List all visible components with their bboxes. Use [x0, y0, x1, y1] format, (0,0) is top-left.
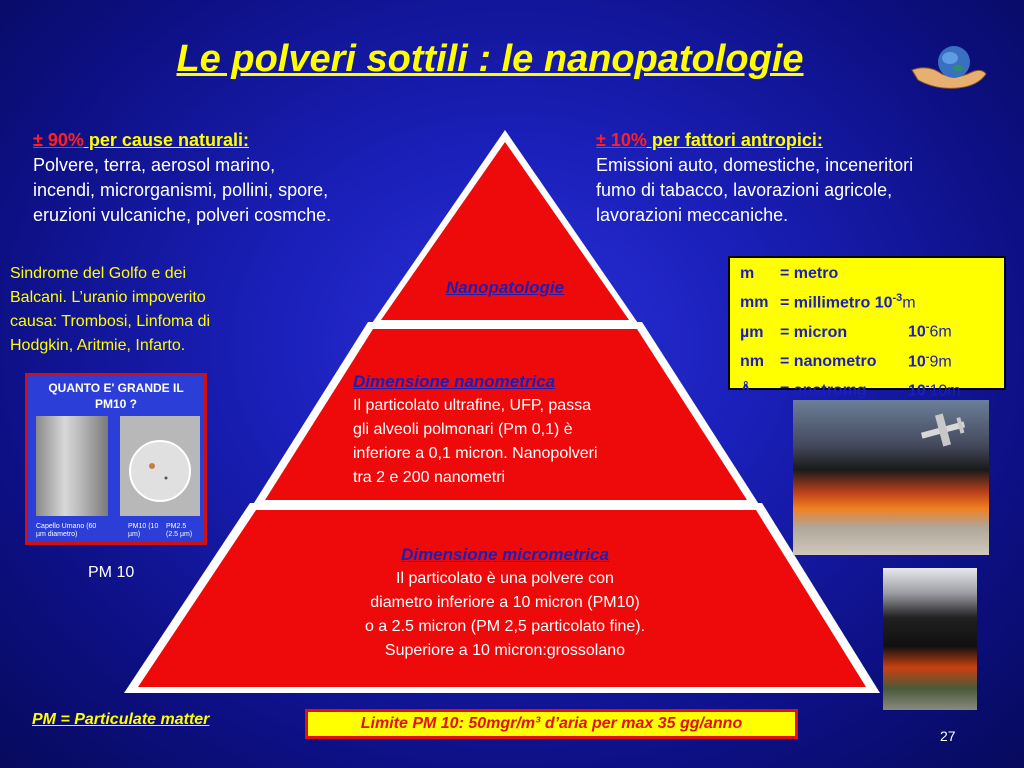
legend-row — [740, 345, 994, 374]
anthropic-line: lavorazioni meccaniche. — [596, 205, 789, 225]
pyramid-top-text — [400, 276, 610, 301]
anthropic-percentage: ± 10% — [596, 130, 647, 150]
micrometric-line: Il particolato è una polvere con — [396, 570, 614, 587]
legend-unit: m — [740, 265, 755, 282]
micrometric-line: o a 2.5 micron (PM 2,5 particolato fine). — [364, 618, 646, 635]
pm10-caption-hair: Capello Umano (60 µm diametro) — [36, 523, 97, 538]
legend-base: 10 — [908, 323, 926, 341]
legend-exp: -3 — [892, 292, 903, 304]
anthropic-line: Emissioni auto, domestiche, inceneritori — [596, 155, 914, 175]
anthropic-heading: per fattori antropici: — [646, 130, 823, 150]
legend-row — [740, 315, 994, 344]
legend-row — [740, 262, 994, 286]
syndrome-line: causa: Trombosi, Linfoma di — [10, 313, 211, 330]
legend-base: 10 — [908, 382, 926, 400]
legend-base: 10 — [874, 294, 893, 312]
anthropic-line: fumo di tabacco, lavorazioni agricole, — [596, 180, 893, 200]
pm10-label: PM 10 — [88, 564, 135, 581]
nanometric-line: tra 2 e 200 nanometri — [353, 469, 506, 486]
pm10-header-line: QUANTO E' GRANDE IL — [48, 381, 184, 395]
legend-suffix: 6m — [929, 323, 952, 341]
pm10-header-line: PM10 ? — [94, 397, 137, 411]
nanometric-line: Il particolato ultrafine, UFP, passa — [353, 397, 592, 414]
nanopatologie-label: Nanopatologie — [445, 278, 565, 297]
legend-exp: - — [925, 379, 930, 392]
legend-unit: mm — [740, 294, 769, 312]
legend-suffix: 10m — [929, 382, 961, 400]
pm10-limit-box: Limite PM 10: 50mgr/m³ d’aria per max 35 gg/anno — [305, 709, 798, 739]
pm10-caption-pm25: PM2.5 (2.5 µm) — [166, 523, 193, 538]
natural-line: Polvere, terra, aerosol marino, — [33, 155, 276, 175]
natural-line: eruzioni vulcaniche, polveri cosmche. — [33, 205, 332, 225]
legend-name: = nanometro — [780, 352, 877, 370]
smoke-photo — [883, 568, 977, 710]
legend-unit: Å — [740, 382, 752, 400]
page-number: 27 — [940, 728, 956, 744]
legend-exp: - — [925, 321, 930, 334]
units-legend — [728, 256, 1006, 400]
legend-name: = metro — [780, 265, 839, 282]
syndrome-line: Sindrome del Golfo e dei — [10, 265, 187, 282]
natural-line: incendi, microrganismi, pollini, spore, — [33, 180, 329, 200]
pyramid-middle-text — [325, 370, 685, 490]
legend-exp: - — [925, 350, 930, 363]
natural-percentage: ± 90% — [33, 130, 84, 150]
airplane-icon — [793, 400, 989, 555]
legend-suffix: 9m — [929, 352, 952, 370]
legend-unit: nm — [740, 352, 764, 370]
legend-row — [740, 286, 994, 315]
micrometric-title: Dimensione micrometrica — [401, 545, 609, 564]
pm-definition: PM = Particulate matter — [32, 711, 210, 728]
micrometric-line: Superiore a 10 micron:grossolano — [384, 642, 626, 659]
natural-heading: per cause naturali: — [83, 130, 249, 150]
pyramid-bottom-text — [300, 543, 710, 663]
legend-suffix: m — [902, 294, 916, 312]
legend-name: = micron — [780, 323, 848, 341]
legend-unit: µm — [740, 323, 764, 341]
pm10-caption-pm10: PM10 (10 µm) — [128, 523, 159, 538]
nanometric-line: gli alveoli polmonari (Pm 0,1) è — [353, 421, 573, 438]
legend-name: = millimetro — [780, 294, 875, 312]
legend-name: = anstromg — [780, 382, 867, 400]
legend-base: 10 — [908, 352, 926, 370]
micrometric-line: diametro inferiore a 10 micron (PM10) — [370, 594, 640, 611]
nanometric-line: inferiore a 0,1 micron. Nanopolveri — [353, 445, 598, 462]
legend-row — [740, 374, 994, 403]
syndrome-line: Hodgkin, Aritmie, Infarto. — [10, 337, 186, 354]
nanometric-title: Dimensione nanometrica — [353, 372, 556, 391]
syndrome-line: Balcani. L’uranio impoverito — [10, 289, 206, 306]
war-fire-photo — [793, 400, 989, 555]
slide-title: Le polveri sottili : le nanopatologie — [176, 38, 804, 80]
